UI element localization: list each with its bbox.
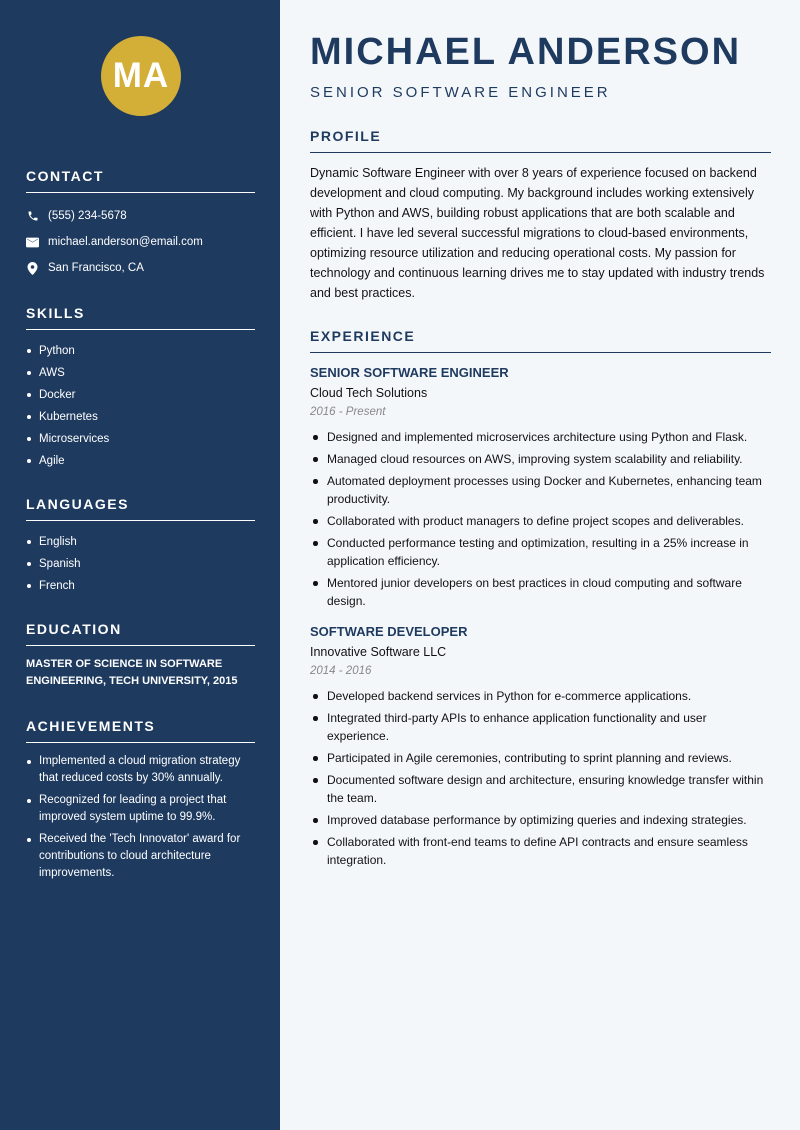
- contact-location: [26, 255, 255, 281]
- skill-item: Python: [26, 340, 255, 362]
- email-icon: [26, 236, 39, 249]
- achievements-list: [26, 753, 255, 882]
- job-dates: 2014 - 2016: [310, 665, 372, 677]
- contact-email: [26, 229, 255, 255]
- skill-item: Microservices: [26, 428, 255, 450]
- skill-item: Kubernetes: [26, 406, 255, 428]
- job-bullet: Conducted performance testing and optimization, resulting in a 25% increase in application efficiency.: [310, 534, 771, 570]
- job-bullet-list: [310, 687, 771, 869]
- job-bullet: Improved database performance by optimizing queries and indexing strategies.: [310, 811, 771, 829]
- job-company: Cloud Tech Solutions: [310, 386, 428, 400]
- achievements-heading: ACHIEVEMENTS: [26, 718, 255, 743]
- contact-section: [26, 168, 255, 281]
- achievements-section: [26, 718, 255, 882]
- candidate-role: SENIOR SOFTWARE ENGINEER: [310, 84, 611, 101]
- achievement-item: Implemented a cloud migration strategy that reduced costs by 30% annually.: [26, 753, 255, 787]
- job-bullet-list: [310, 428, 771, 610]
- job-title: SOFTWARE DEVELOPER: [310, 624, 468, 639]
- job-bullet: Collaborated with front-end teams to define API contracts and ensure seamless integration.: [310, 833, 771, 869]
- achievement-item: Received the 'Tech Innovator' award for contributions to cloud architecture improvements.: [26, 831, 255, 882]
- contact-email-text[interactable]: michael.anderson@email.com: [48, 236, 203, 248]
- contact-list: [26, 203, 255, 281]
- job-bullet: Automated deployment processes using Docker and Kubernetes, enhancing team productivity.: [310, 472, 771, 508]
- languages-heading: LANGUAGES: [26, 496, 255, 521]
- contact-location-text: San Francisco, CA: [48, 262, 144, 274]
- skill-item: Docker: [26, 384, 255, 406]
- education-section: [26, 621, 255, 690]
- job-bullet: Designed and implemented microservices architecture using Python and Flask.: [310, 428, 771, 446]
- main-content: [280, 0, 800, 1130]
- contact-phone: [26, 203, 255, 229]
- achievement-item: Recognized for leading a project that improved system uptime to 99.9%.: [26, 792, 255, 826]
- profile-section: [310, 128, 771, 303]
- job-bullet: Managed cloud resources on AWS, improving system scalability and reliability.: [310, 450, 771, 468]
- job-entry: [310, 624, 771, 869]
- profile-summary: Dynamic Software Engineer with over 8 years of experience focused on backend development and cloud computing. My background includes working extensively with Python and AWS, building robust applications that are both scalable and efficient. I have led several successful migrations to cloud-based environments, optimizing resource utilization and reducing operational costs. My passion for technology and continuous learning drives me to stay updated with industry trends and best practices.: [310, 166, 765, 300]
- job-company: Innovative Software LLC: [310, 645, 447, 659]
- contact-phone-text[interactable]: (555) 234-5678: [48, 210, 127, 222]
- avatar-initials: MA: [101, 36, 181, 116]
- location-pin-icon: [26, 262, 39, 275]
- language-item: Spanish: [26, 553, 255, 575]
- language-item: English: [26, 531, 255, 553]
- education-degree: MASTER OF SCIENCE IN SOFTWARE ENGINEERING, TECH UNIVERSITY, 2015: [26, 658, 238, 687]
- education-heading: EDUCATION: [26, 621, 255, 646]
- skill-item: Agile: [26, 450, 255, 472]
- candidate-name: MICHAEL ANDERSON: [310, 31, 742, 73]
- job-bullet: Developed backend services in Python for e-commerce applications.: [310, 687, 771, 705]
- skills-heading: SKILLS: [26, 305, 255, 330]
- job-dates: 2016 - Present: [310, 406, 386, 418]
- profile-heading: PROFILE: [310, 128, 771, 153]
- job-entry: [310, 365, 771, 610]
- experience-section: [310, 328, 771, 869]
- job-bullet: Documented software design and architecture, ensuring knowledge transfer within the team.: [310, 771, 771, 807]
- skills-list: [26, 340, 255, 472]
- languages-list: [26, 531, 255, 597]
- phone-icon: [26, 210, 39, 223]
- languages-section: [26, 496, 255, 597]
- job-bullet: Collaborated with product managers to define project scopes and deliverables.: [310, 512, 771, 530]
- contact-heading: CONTACT: [26, 168, 255, 193]
- job-bullet: Integrated third-party APIs to enhance application functionality and user experience.: [310, 709, 771, 745]
- job-title: SENIOR SOFTWARE ENGINEER: [310, 365, 509, 380]
- sidebar: [0, 0, 280, 1130]
- experience-heading: EXPERIENCE: [310, 328, 771, 353]
- language-item: French: [26, 575, 255, 597]
- job-bullet: Participated in Agile ceremonies, contributing to sprint planning and reviews.: [310, 749, 771, 767]
- job-bullet: Mentored junior developers on best practices in cloud computing and software design.: [310, 574, 771, 610]
- skills-section: [26, 305, 255, 472]
- skill-item: AWS: [26, 362, 255, 384]
